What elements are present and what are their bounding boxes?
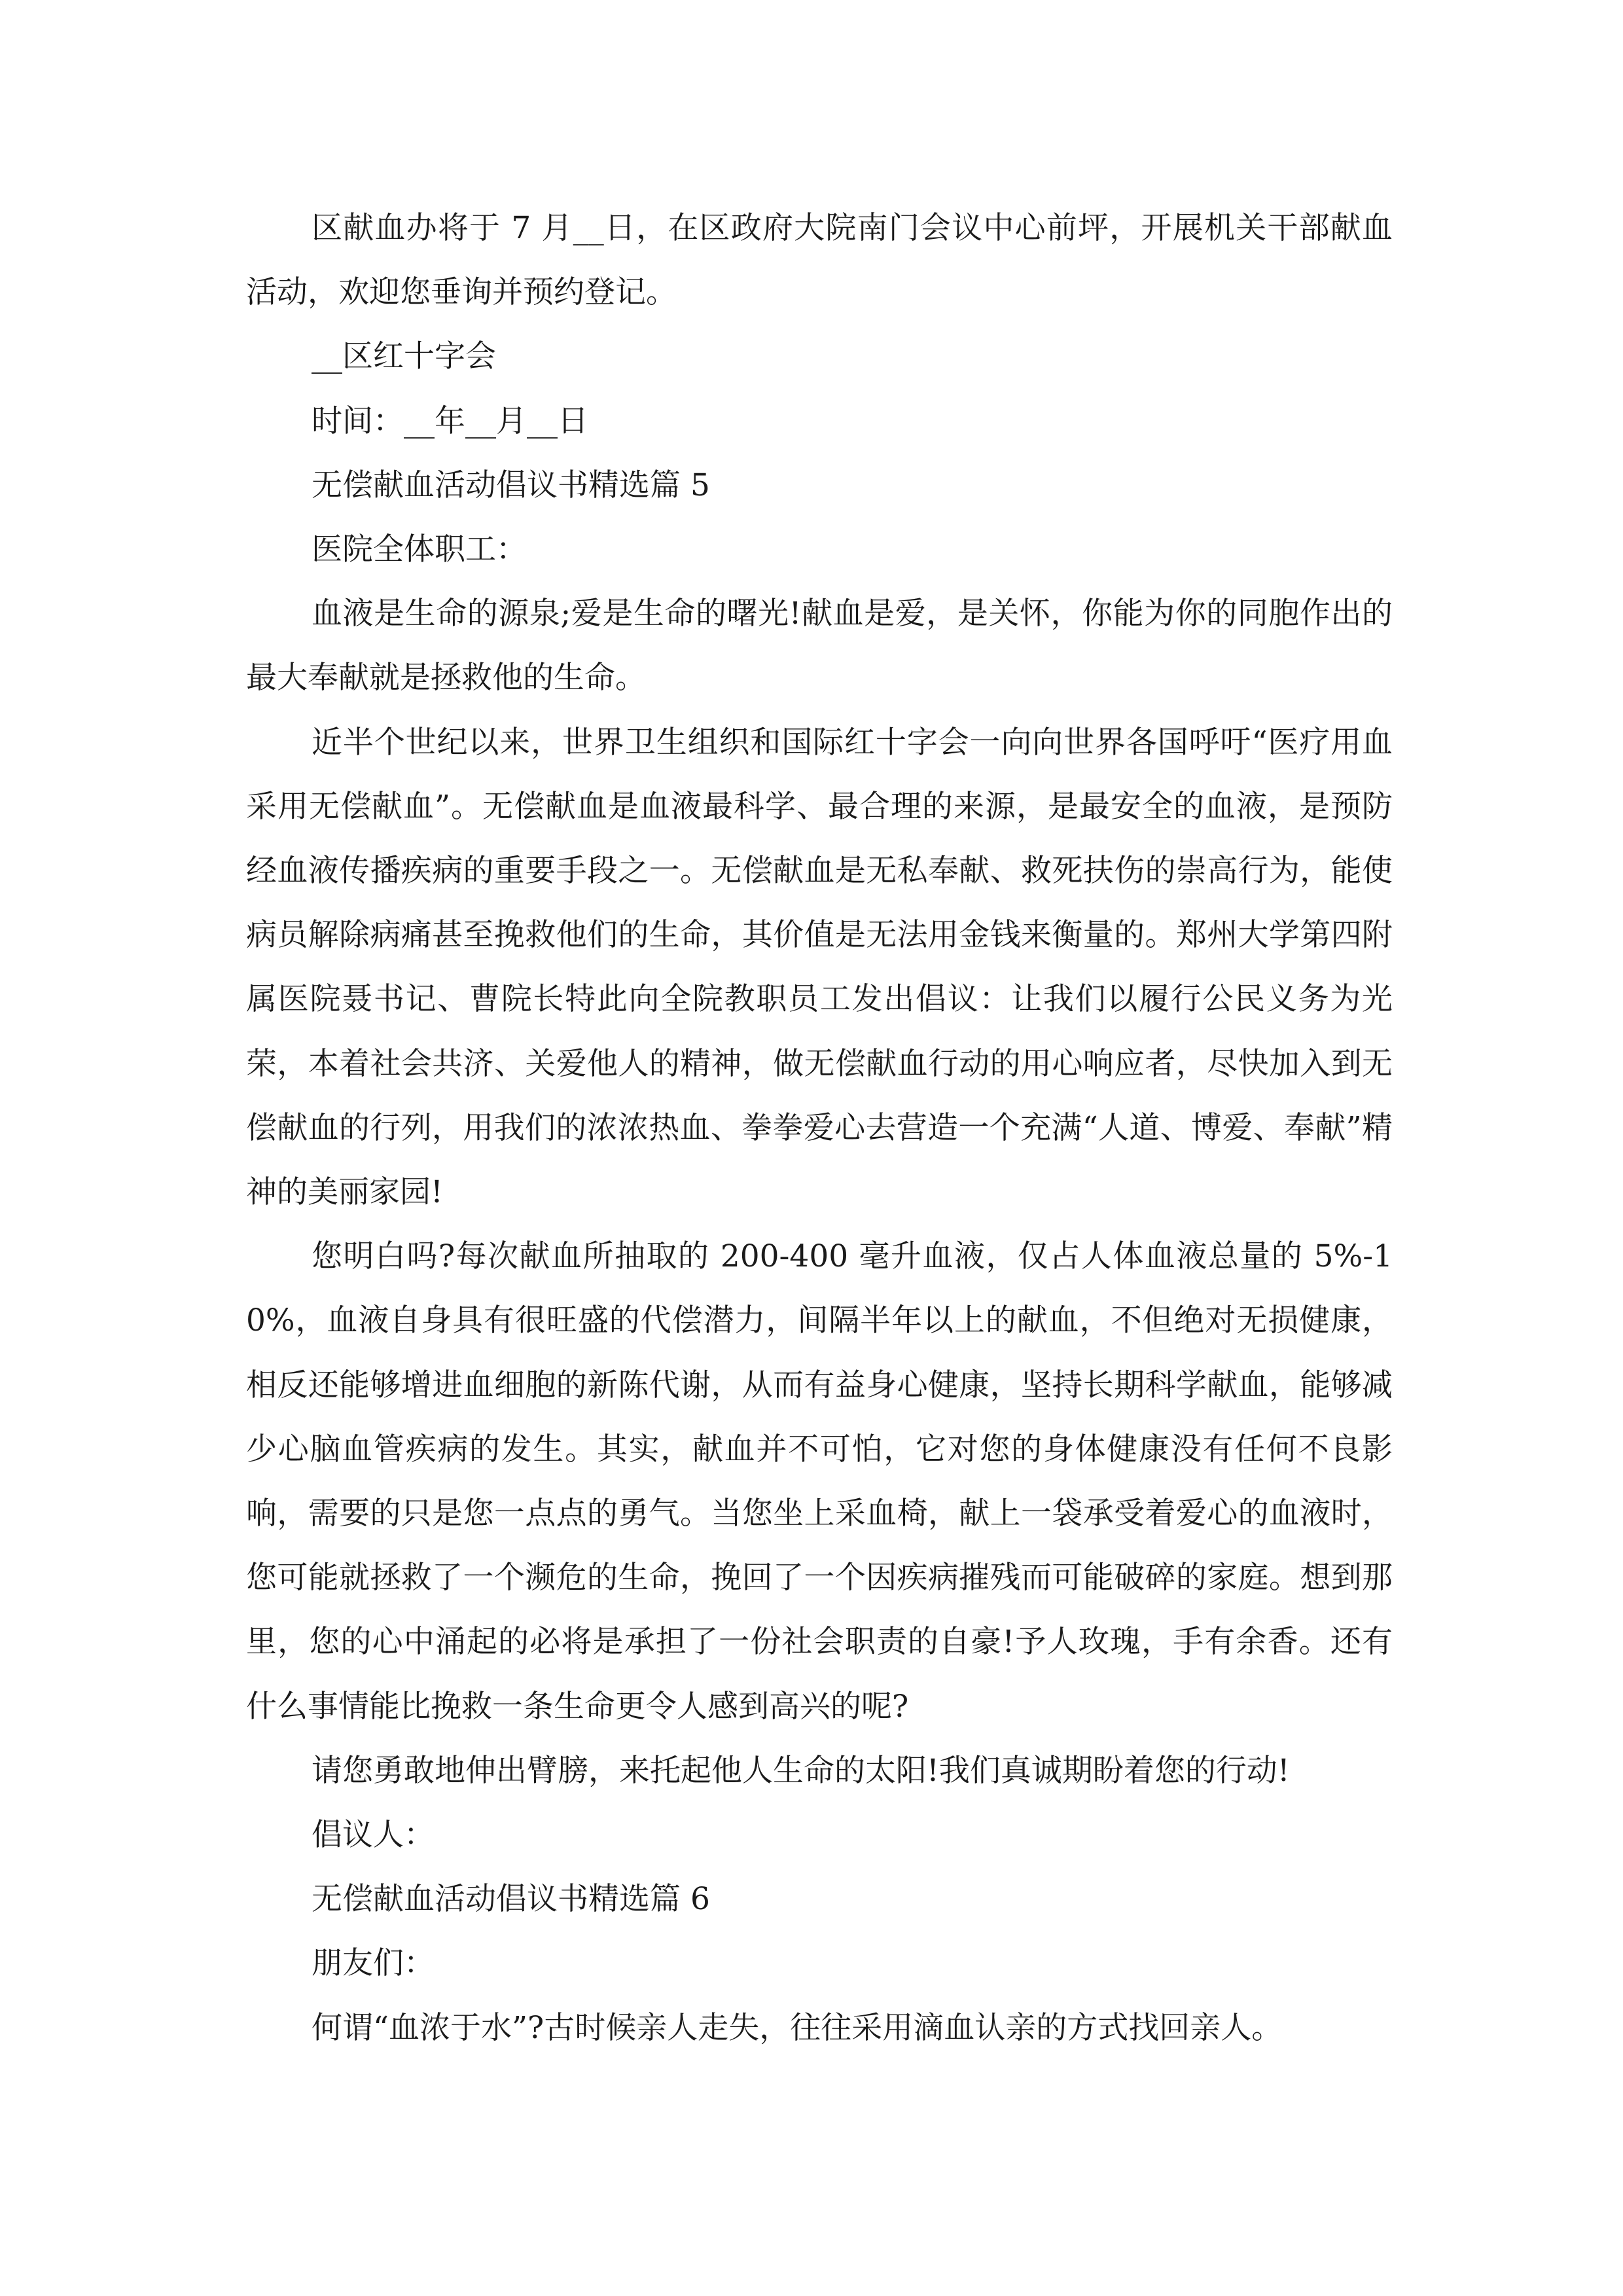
paragraph-date-line: 时间：__年__月__日 — [312, 403, 588, 439]
paragraph-donation-health-facts: 您明白吗?每次献血所抽取的 200-400 毫升血液，仅占人体血液总量的 5%-10%，血液自身具有很旺盛的代偿潜力，间隔半年以上的献血，不但绝对无损健康，相反还能够增进血细胞的新陈代谢，从而有益身心健康，坚持长期科学献血，能够减少心脑血管疾病的发生。其实，献血并不可怕，它对您的身体健康没有任何不良影响，需要的只是您一点点的勇气。当您坐上采血椅，献上一袋承受着爱心的血液时，您可能就拯救了一个濒危的生命，挽回了一个因疾病摧残而可能破碎的家庭。想到那里，您的心中涌起的必将是承担了一份社会职责的自豪!予人玫瑰，手有余香。还有什么事情能比挽救一条生命更令人感到高兴的呢? — [246, 1238, 1393, 1725]
paragraph-call-to-action: 请您勇敢地伸出臂膀，来托起他人生命的太阳!我们真诚期盼着您的行动! — [312, 1752, 1290, 1789]
section-title-5: 无偿献血活动倡议书精选篇 5 — [312, 467, 710, 503]
paragraph-who-red-cross-appeal: 近半个世纪以来，世界卫生组织和国际红十字会一向向世界各国呼吁“医疗用血采用无偿献血”。无偿献血是血液最科学、最合理的来源，是最安全的血液，是预防经血液传播疾病的重要手段之一。无偿献血是无私奉献、救死扶伤的崇高行为，能使病员解除病痛甚至挽救他们的生命，其价值是无法用金钱来衡量的。郑州大学第四附属医院聂书记、曹院长特此向全院教职员工发出倡议：让我们以履行公民义务为光荣，本着社会共济、关爱他人的精神，做无偿献血行动的用心响应者，尽快加入到无偿献血的行列，用我们的浓浓热血、拳拳爱心去营造一个充满“人道、博爱、奉献”精神的美丽家园! — [246, 724, 1393, 1211]
paragraph-event-notice: 区献血办将于 7 月__日，在区政府大院南门会议中心前坪，开展机关干部献血活动，欢迎您垂询并预约登记。 — [246, 210, 1393, 311]
document-body — [246, 196, 1393, 2060]
paragraph-blood-source-of-life: 血液是生命的源泉;爱是生命的曙光!献血是爱，是关怀，你能为你的同胞作出的最大奉献就是拯救他的生命。 — [246, 596, 1393, 696]
paragraph-salutation-hospital-staff: 医院全体职工： — [312, 531, 527, 568]
paragraph-blood-thicker-than-water: 何谓“血浓于水”?古时候亲人走失，往往采用滴血认亲的方式找回亲人。 — [312, 2009, 1283, 2046]
paragraph-red-cross-signature: __区红十字会 — [312, 338, 496, 375]
paragraph-initiator: 倡议人： — [312, 1817, 435, 1854]
paragraph-salutation-friends: 朋友们： — [312, 1945, 435, 1982]
section-title-6: 无偿献血活动倡议书精选篇 6 — [312, 1881, 710, 1918]
